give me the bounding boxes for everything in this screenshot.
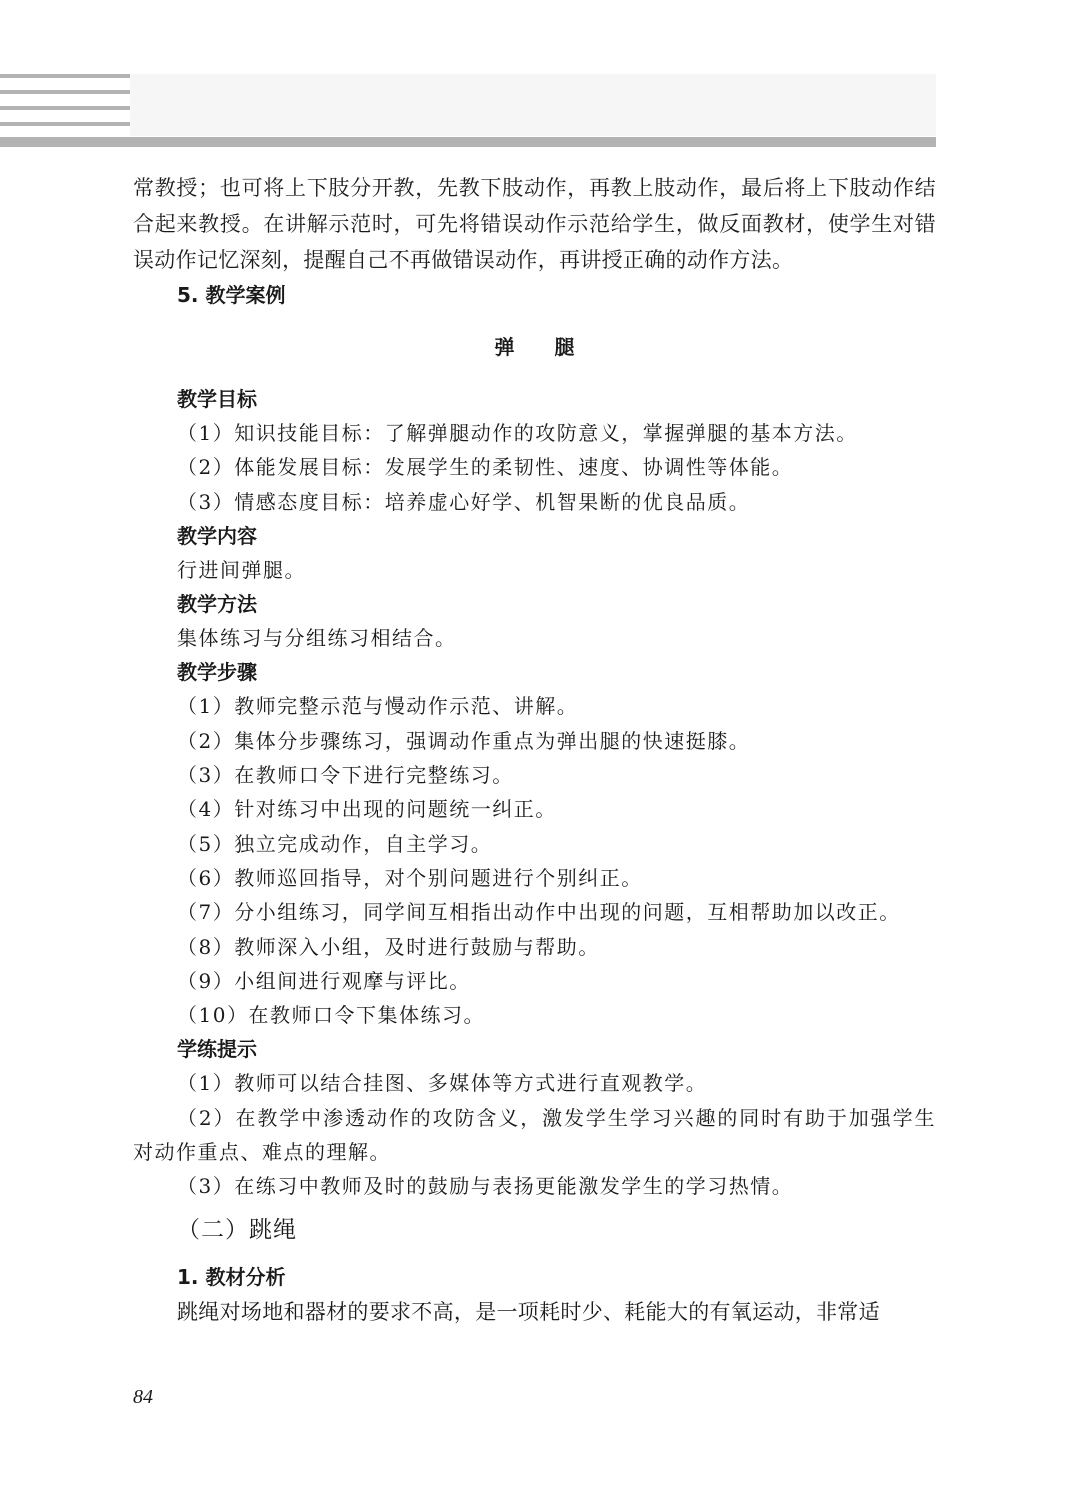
page-number: 84 bbox=[133, 1386, 153, 1408]
method-text: 集体练习与分组练习相结合。 bbox=[177, 626, 457, 651]
step-item: （9）小组间进行观摩与评比。 bbox=[177, 968, 471, 993]
header-stripe bbox=[0, 122, 130, 126]
step-item: （8）教师深入小组，及时进行鼓励与帮助。 bbox=[177, 934, 600, 959]
step-item: （7）分小组练习，同学间互相指出动作中出现的问题，互相帮助加以改正。 bbox=[177, 900, 901, 925]
goal-item: （2）体能发展目标：发展学生的柔韧性、速度、协调性等体能。 bbox=[177, 455, 794, 480]
case-title: 弹腿 bbox=[494, 335, 615, 359]
intro-paragraph: 常教授；也可将上下肢分开教，先教下肢动作，再教上肢动作，最后将上下肢动作结合起来教授。在讲解示范时，可先将错误动作示范给学生，做反面教材，使学生对错误动作记忆深刻，提醒自己不再做错误动作，再讲授正确的动作方法。 bbox=[133, 176, 936, 272]
step-item: （2）集体分步骤练习，强调动作重点为弹出腿的快速挺膝。 bbox=[177, 728, 751, 753]
goal-item: （1）知识技能目标：了解弹腿动作的攻防意义，掌握弹腿的基本方法。 bbox=[177, 421, 858, 445]
tip-item: （3）在练习中教师及时的鼓励与表扬更能激发学生的学习热情。 bbox=[177, 1174, 794, 1199]
page-body bbox=[133, 170, 936, 1330]
step-item: （6）教师巡回指导，对个别问题进行个别纠正。 bbox=[177, 865, 643, 890]
goal-item: （3）情感态度目标：培养虚心好学、机智果断的优良品质。 bbox=[177, 489, 751, 514]
tip-item: （1）教师可以结合挂图、多媒体等方式进行直观教学。 bbox=[177, 1071, 708, 1096]
header-rule bbox=[0, 137, 936, 147]
header-stripe bbox=[0, 90, 130, 94]
heading-material-analysis: 1. 教材分析 bbox=[177, 1264, 286, 1289]
goals-heading: 教学目标 bbox=[177, 387, 257, 411]
header-stripe bbox=[0, 74, 130, 78]
tip-item: （2）在教学中渗透动作的攻防含义，激发学生学习兴趣的同时有助于加强学生对动作重点、难点的理解。 bbox=[133, 1105, 936, 1165]
step-item: （4）针对练习中出现的问题统一纠正。 bbox=[177, 797, 557, 822]
section-jump-rope: （二）跳绳 bbox=[177, 1216, 297, 1243]
header-stripe bbox=[0, 106, 130, 110]
tips-heading: 学练提示 bbox=[177, 1037, 257, 1062]
content-text: 行进间弹腿。 bbox=[177, 557, 306, 582]
header-band bbox=[130, 74, 936, 136]
step-item: （10）在教师口令下集体练习。 bbox=[177, 1003, 485, 1028]
content-heading: 教学内容 bbox=[177, 523, 257, 548]
final-paragraph: 跳绳对场地和器材的要求不高，是一项耗时少、耗能大的有氧运动，非常适 bbox=[177, 1299, 880, 1324]
method-heading: 教学方法 bbox=[177, 592, 257, 617]
heading-teaching-case: 5. 教学案例 bbox=[177, 283, 286, 307]
step-item: （5）独立完成动作，自主学习。 bbox=[177, 831, 493, 856]
steps-heading: 教学步骤 bbox=[177, 660, 257, 685]
step-item: （3）在教师口令下进行完整练习。 bbox=[177, 763, 514, 788]
step-item: （1）教师完整示范与慢动作示范、讲解。 bbox=[177, 694, 579, 719]
